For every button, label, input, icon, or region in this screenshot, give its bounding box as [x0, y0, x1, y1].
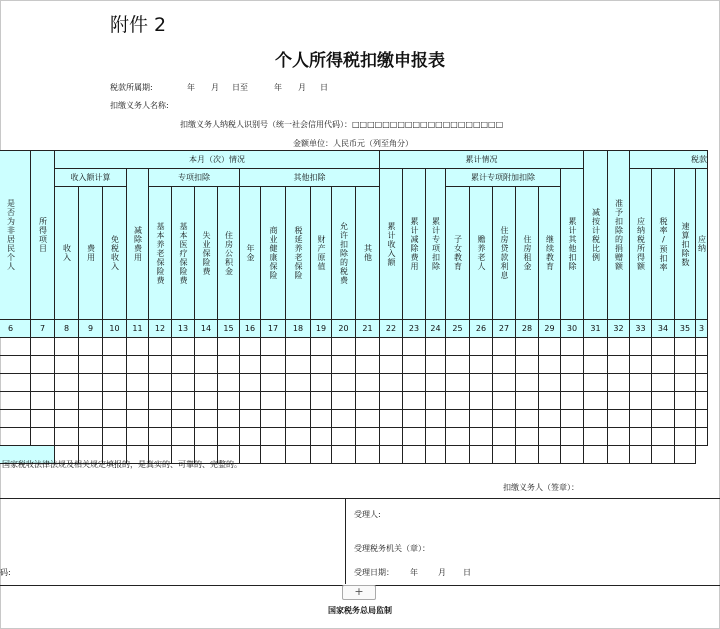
col-continuing-edu: 继续教育	[539, 187, 561, 320]
col-allowed-taxes: 允许扣除的税费	[332, 187, 356, 320]
col-number: 12	[149, 320, 172, 338]
col-number: 29	[539, 320, 561, 338]
col-quick-deduction: 速算扣除数	[675, 169, 696, 320]
col-cum-income: 累计收入额	[380, 169, 403, 320]
tax-office-label: 受理税务机关（章）：	[354, 544, 430, 553]
col-reduction-ratio: 减按计税比例	[584, 151, 608, 320]
col-number: 8	[55, 320, 79, 338]
col-taxfree-income: 免税收入	[103, 187, 127, 320]
col-number: 27	[493, 320, 516, 338]
period-day-end: 日	[320, 83, 328, 92]
group-income-calc: 收入额计算	[55, 169, 127, 187]
col-health-ins: 商业健康保险	[261, 187, 286, 320]
col-number: 35	[675, 320, 696, 338]
left-cut-label: 码:	[0, 568, 11, 577]
col-number: 13	[172, 320, 195, 338]
col-number: 14	[195, 320, 218, 338]
col-number: 21	[356, 320, 380, 338]
table-row[interactable]	[0, 410, 708, 428]
taxid-label: 扣缴义务人纳税人识别号（统一社会信用代码）：□□□□□□□□□□□□□□□□□□□□	[180, 120, 504, 129]
add-page-button[interactable]: +	[342, 585, 376, 600]
col-number: 22	[380, 320, 403, 338]
col-number: 33	[630, 320, 652, 338]
col-number: 3	[696, 320, 708, 338]
col-number: 9	[79, 320, 103, 338]
col-number: 31	[584, 320, 608, 338]
table-row[interactable]	[0, 356, 708, 374]
col-unemployment: 失业保险费	[195, 187, 218, 320]
group-special: 专项扣除	[149, 169, 240, 187]
col-child-edu: 子女教育	[446, 187, 470, 320]
col-number: 11	[127, 320, 149, 338]
col-expense: 费用	[79, 187, 103, 320]
unit-label: 金额单位：人民币元（列至角分）	[293, 139, 413, 148]
receive-date-month: 月	[438, 568, 446, 577]
table-row[interactable]	[0, 392, 708, 410]
period-year-end: 年	[274, 83, 282, 92]
col-cum-special: 累计专项扣除	[426, 169, 446, 320]
col-other: 其他	[356, 187, 380, 320]
period-day-to: 日至	[232, 83, 248, 92]
period-year-start: 年	[187, 83, 195, 92]
col-rent: 住房租金	[516, 187, 539, 320]
col-annuity: 年金	[240, 187, 261, 320]
col-pension: 基本养老保险费	[149, 187, 172, 320]
col-donation: 准予扣除的捐赠额	[608, 151, 630, 320]
col-number: 23	[403, 320, 426, 338]
table-row[interactable]	[0, 374, 708, 392]
col-cum-deduction: 累计减除费用	[403, 169, 426, 320]
col-income-item: 所得项目	[31, 151, 55, 320]
col-income: 收入	[55, 187, 79, 320]
declaration-text: 国家税收法律法规及相关规定填报的，是真实的、可靠的、完整的。	[2, 460, 242, 469]
receive-date-day: 日	[463, 568, 471, 577]
col-number: 34	[652, 320, 675, 338]
col-nonresident: 是否为非居民个人	[0, 151, 31, 320]
table-row[interactable]	[0, 338, 708, 356]
col-number: 15	[218, 320, 240, 338]
col-number: 16	[240, 320, 261, 338]
signer-label: 扣缴义务人（签章）：	[503, 483, 579, 492]
col-number: 28	[516, 320, 539, 338]
col-loan-interest: 住房贷款利息	[493, 187, 516, 320]
group-other: 其他扣除	[240, 169, 380, 187]
acceptance-divider	[345, 498, 346, 584]
col-deferred-pension: 税延养老保险	[286, 187, 311, 320]
col-deduction-expense: 减除费用	[127, 169, 149, 320]
group-tax-calc: 税款	[630, 151, 708, 169]
col-property-value: 财产原值	[311, 187, 332, 320]
col-number: 10	[103, 320, 127, 338]
receive-date-year: 年	[410, 568, 418, 577]
col-medical: 基本医疗保险费	[172, 187, 195, 320]
col-taxable-income: 应纳税所得额	[630, 169, 652, 320]
group-current: 本月（次）情况	[55, 151, 380, 169]
col-number: 19	[311, 320, 332, 338]
col-number: 30	[561, 320, 584, 338]
col-number: 26	[470, 320, 493, 338]
period-label: 税款所属期:	[110, 83, 153, 92]
col-number: 32	[608, 320, 630, 338]
col-elder: 赡养老人	[470, 187, 493, 320]
col-number: 20	[332, 320, 356, 338]
col-cum-other: 累计其他扣除	[561, 169, 584, 320]
tax-table	[0, 150, 708, 464]
page-title: 个人所得税扣缴申报表	[275, 51, 445, 71]
taxid-boxes[interactable]: □□□□□□□□□□□□□□□□□□□□	[352, 120, 504, 129]
attachment-label: 附件 2	[110, 14, 167, 36]
col-partial: 应纳	[696, 169, 708, 320]
group-cumulative: 累计情况	[380, 151, 584, 169]
period-month-start: 月	[211, 83, 219, 92]
footer-issuer: 国家税务总局监制	[328, 606, 392, 615]
col-number: 17	[261, 320, 286, 338]
group-cum-additional: 累计专项附加扣除	[446, 169, 561, 187]
table-row[interactable]	[0, 428, 708, 446]
col-number: 24	[426, 320, 446, 338]
col-number: 7	[31, 320, 55, 338]
receive-date-label: 受理日期：	[354, 568, 394, 577]
col-housing-fund: 住房公积金	[218, 187, 240, 320]
col-number: 6	[0, 320, 31, 338]
period-month-end: 月	[298, 83, 306, 92]
col-number: 18	[286, 320, 311, 338]
col-tax-rate: 税率/预扣率	[652, 169, 675, 320]
receiver-label: 受理人:	[354, 510, 381, 519]
column-number-row	[0, 320, 708, 338]
col-number: 25	[446, 320, 470, 338]
withholder-name-label: 扣缴义务人名称:	[110, 101, 169, 110]
